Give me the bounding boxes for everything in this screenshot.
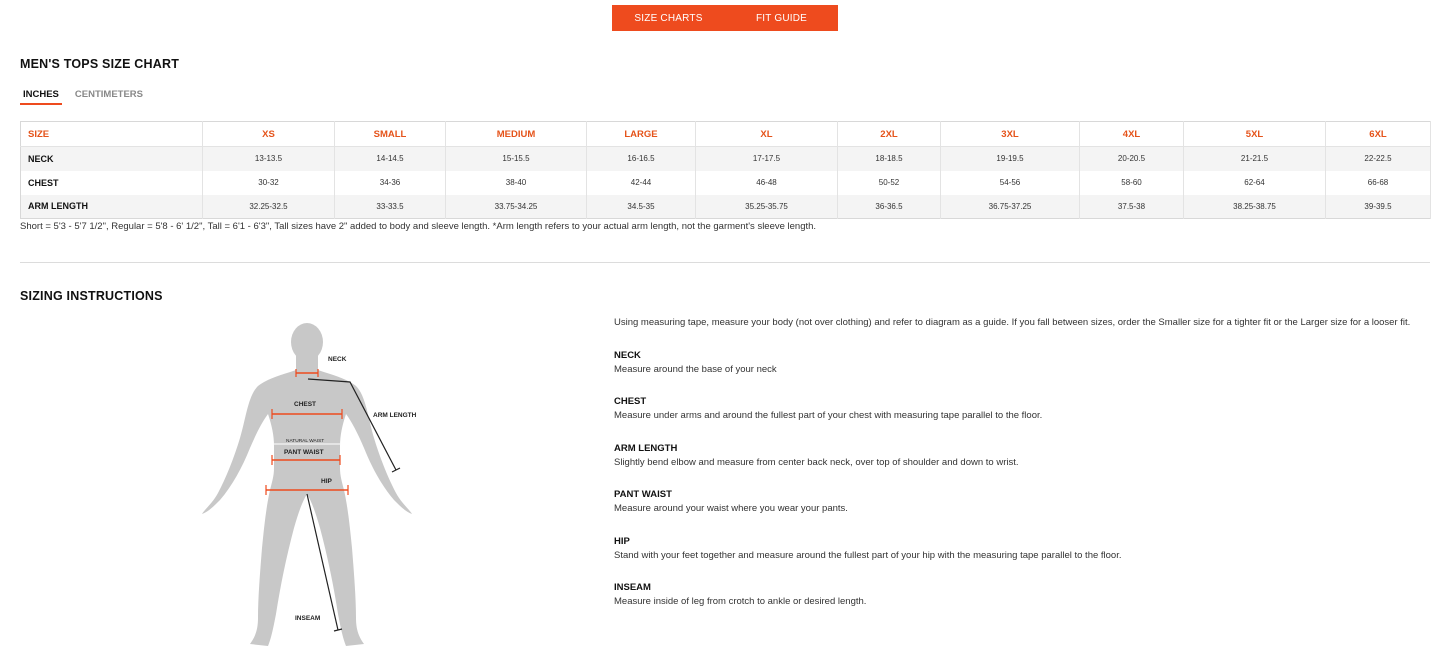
- table-cell: 39-39.5: [1326, 195, 1431, 219]
- instruction-desc: Stand with your feet together and measure around the fullest part of your hip with the measuring tape parallel to the floor.: [614, 550, 1122, 561]
- table-cell: 35.25-35.75: [696, 195, 838, 219]
- row-label: CHEST: [21, 171, 203, 195]
- table-cell: 30-32: [203, 171, 335, 195]
- tab-centimeters[interactable]: CENTIMETERS: [74, 89, 143, 100]
- table-row-arm-length: [21, 195, 1431, 219]
- instructions-title: SIZING INSTRUCTIONS: [20, 289, 163, 303]
- instruction-desc: Measure inside of leg from crotch to ankle or desired length.: [614, 596, 867, 607]
- table-cell: 15-15.5: [446, 147, 587, 171]
- table-cell: 20-20.5: [1080, 147, 1184, 171]
- size-note: Short = 5'3 - 5'7 1/2", Regular = 5'8 - 6' 1/2", Tall = 6'1 - 6'3", Tall sizes have 2" added to body and sleeve length. *Arm length refers to your actual arm length, not the garment's sleeve length.: [20, 221, 817, 232]
- label-arm-length: ARM LENGTH: [373, 412, 417, 419]
- table-cell: 34-36: [335, 171, 446, 195]
- instruction-desc: Measure around the base of your neck: [614, 364, 777, 375]
- header-cell: SMALL: [335, 122, 446, 147]
- label-natural-waist: NATURAL WAIST: [286, 439, 325, 444]
- table-cell: 17-17.5: [696, 147, 838, 171]
- header-cell: 3XL: [941, 122, 1080, 147]
- header-cell: XL: [696, 122, 838, 147]
- divider: [20, 262, 1430, 263]
- row-label: ARM LENGTH: [21, 195, 203, 219]
- instruction-title: CHEST: [614, 396, 647, 407]
- instruction-arm-length: [614, 442, 1019, 470]
- table-cell: 50-52: [838, 171, 941, 195]
- instruction-chest: [614, 395, 1042, 423]
- instruction-title: ARM LENGTH: [614, 443, 678, 454]
- chart-title: MEN'S TOPS SIZE CHART: [20, 57, 180, 71]
- table-cell: 46-48: [696, 171, 838, 195]
- table-row-chest: [21, 171, 1431, 195]
- table-cell: 14-14.5: [335, 147, 446, 171]
- instruction-title: HIP: [614, 536, 630, 547]
- instruction-desc: Measure around your waist where you wear your pants.: [614, 503, 848, 514]
- table-cell: 66-68: [1326, 171, 1431, 195]
- label-pant-waist: PANT WAIST: [284, 449, 324, 456]
- table-cell: 36.75-37.25: [941, 195, 1080, 219]
- header-cell: 6XL: [1326, 122, 1431, 147]
- unit-tabs: [20, 89, 146, 105]
- header-cell: LARGE: [587, 122, 696, 147]
- table-cell: 33-33.5: [335, 195, 446, 219]
- table-cell: 19-19.5: [941, 147, 1080, 171]
- instruction-title: NECK: [614, 350, 641, 361]
- instruction-neck: [614, 349, 777, 377]
- table-cell: 32.25-32.5: [203, 195, 335, 219]
- table-cell: 18-18.5: [838, 147, 941, 171]
- instructions-panel: [614, 316, 1434, 607]
- instruction-desc: Measure under arms and around the fullest part of your chest with measuring tape parallel to the floor.: [614, 410, 1043, 421]
- label-chest: CHEST: [294, 401, 317, 408]
- header-cell: XS: [203, 122, 335, 147]
- table-cell: 13-13.5: [203, 147, 335, 171]
- instruction-hip: [614, 535, 1122, 563]
- row-label: NECK: [21, 147, 203, 171]
- table-cell: 36-36.5: [838, 195, 941, 219]
- table-cell: 22-22.5: [1326, 147, 1431, 171]
- instruction-title: PANT WAIST: [614, 489, 672, 500]
- table-cell: 38.25-38.75: [1184, 195, 1326, 219]
- table-cell: 58-60: [1080, 171, 1184, 195]
- size-table: [20, 121, 1431, 219]
- body-silhouette-illustration: [190, 318, 430, 654]
- table-header-row: [21, 122, 1431, 147]
- tab-fit-guide[interactable]: FIT GUIDE: [755, 12, 808, 24]
- instruction-inseam: [614, 581, 866, 609]
- instruction-desc: Slightly bend elbow and measure from center back neck, over top of shoulder and down to wrist.: [614, 457, 1019, 468]
- table-cell: 16-16.5: [587, 147, 696, 171]
- header-cell: 2XL: [838, 122, 941, 147]
- table-cell: 42-44: [587, 171, 696, 195]
- tab-inches[interactable]: INCHES: [20, 89, 62, 105]
- label-hip: HIP: [321, 478, 332, 485]
- table-cell: 37.5-38: [1080, 195, 1184, 219]
- instructions-intro: Using measuring tape, measure your body (not over clothing) and refer to diagram as a guide. If you fall between sizes, order the Smaller size for a tighter fit or the Larger size for a looser fit.: [614, 317, 1411, 328]
- label-neck: NECK: [328, 356, 347, 363]
- header-cell: 4XL: [1080, 122, 1184, 147]
- header-cell: MEDIUM: [446, 122, 587, 147]
- instruction-pant-waist: [614, 488, 848, 516]
- tab-size-charts[interactable]: SIZE CHARTS: [634, 12, 703, 24]
- table-cell: 54-56: [941, 171, 1080, 195]
- table-cell: 38-40: [446, 171, 587, 195]
- header-cell: SIZE: [21, 122, 203, 147]
- table-cell: 33.75-34.25: [446, 195, 587, 219]
- label-inseam: INSEAM: [295, 615, 321, 622]
- header-cell: 5XL: [1184, 122, 1326, 147]
- instruction-title: INSEAM: [614, 582, 651, 593]
- table-cell: 34.5-35: [587, 195, 696, 219]
- table-cell: 62-64: [1184, 171, 1326, 195]
- table-cell: 21-21.5: [1184, 147, 1326, 171]
- table-row-neck: [21, 147, 1431, 171]
- top-tab-bar: [612, 5, 838, 31]
- body-measurement-diagram: [190, 318, 430, 654]
